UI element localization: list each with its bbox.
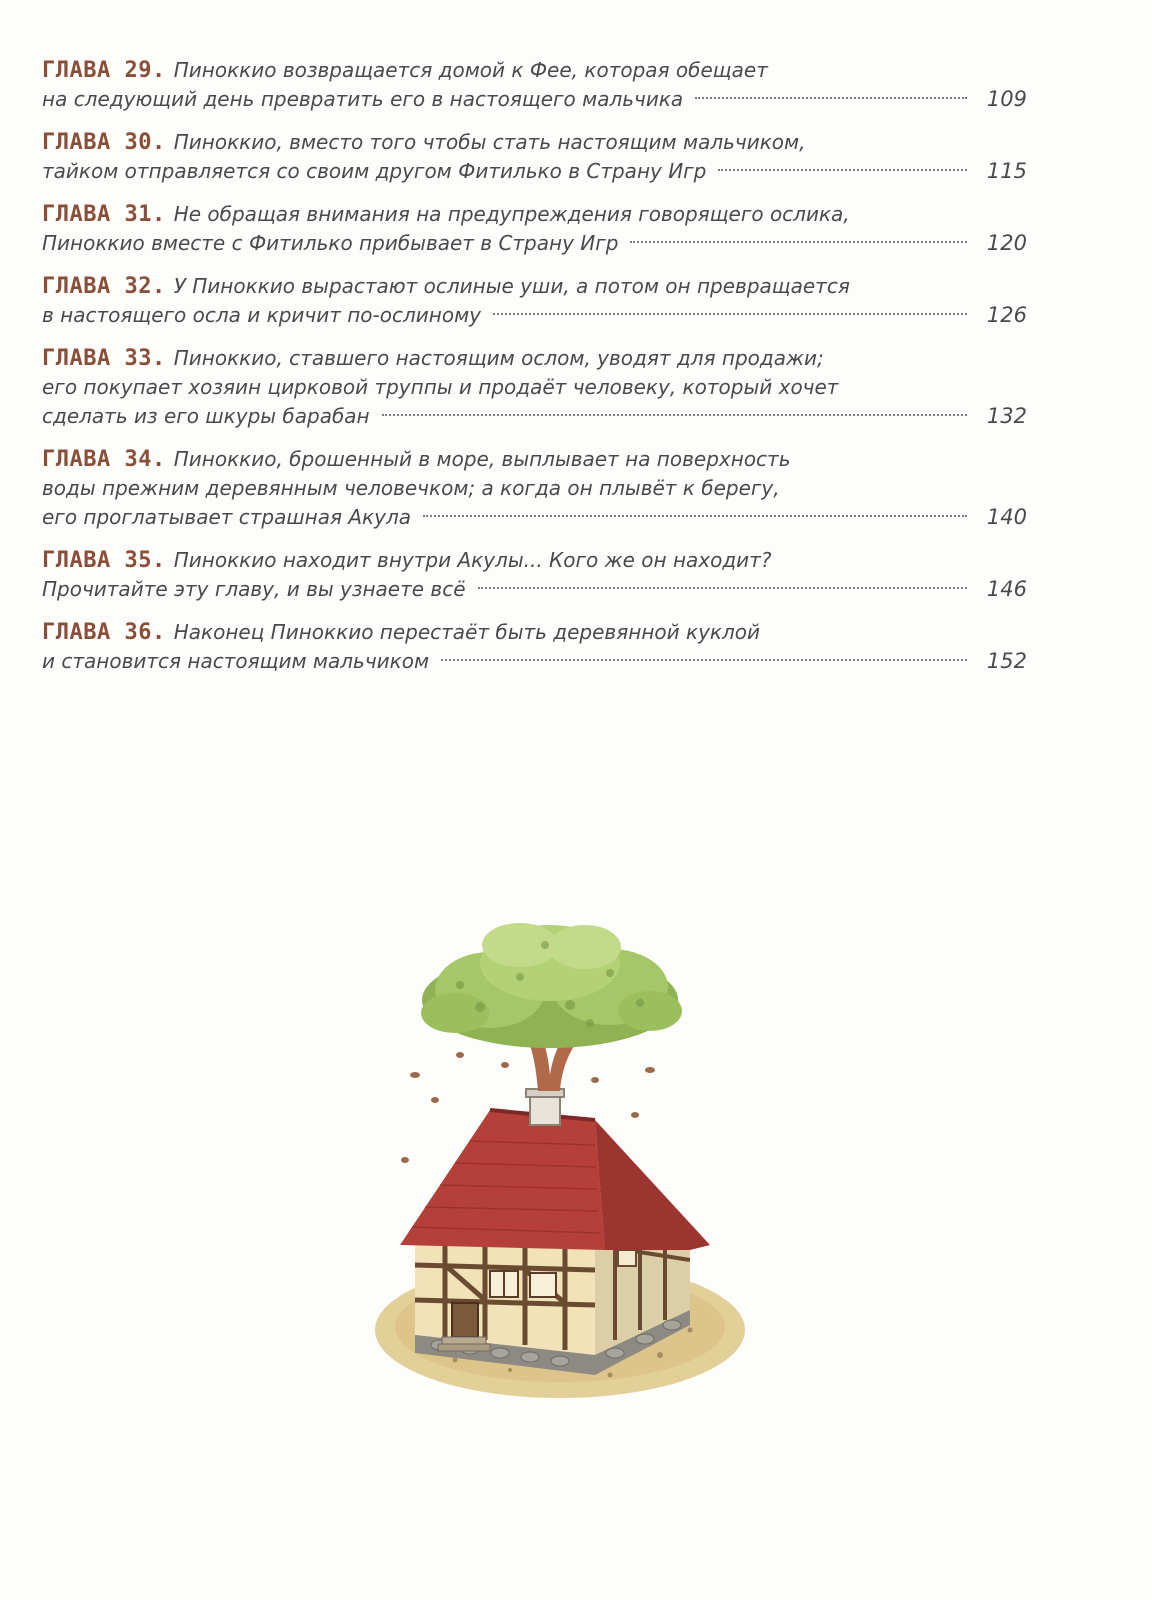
dot-leader [695, 97, 967, 99]
window [530, 1273, 556, 1297]
chapter-label: ГЛАВА 29. [42, 58, 166, 83]
toc-entry-31[interactable] [42, 200, 1027, 258]
toc-entry-30[interactable] [42, 128, 1027, 186]
chapter-title-line: его проглатывает страшная Акула [42, 505, 412, 529]
dot-leader [718, 169, 967, 171]
chapter-label: ГЛАВА 32. [42, 274, 166, 299]
house-roof [400, 1110, 605, 1250]
chapter-title-line: в настоящего осла и кричит по-ослиному [42, 303, 481, 327]
chapter-title-line: Пиноккио возвращается домой к Фее, которая обещает [173, 58, 768, 82]
chapter-title-line: Пиноккио, вместо того чтобы стать настоящим мальчиком, [173, 130, 806, 154]
chapter-title-line: Не обращая внимания на предупреждения говорящего ослика, [173, 202, 850, 226]
chapter-label: ГЛАВА 36. [42, 620, 166, 645]
chapter-title-line: сделать из его шкуры барабан [42, 404, 370, 428]
chapter-title-line: Пиноккио находит внутри Акулы... Кого же он находит? [173, 548, 772, 572]
door [452, 1303, 478, 1337]
chapter-title-line: У Пиноккио вырастают ослиные уши, а потом он превращается [173, 274, 850, 298]
toc-line [42, 647, 1027, 676]
page-number: 132 [986, 404, 1027, 428]
dot-leader [423, 515, 967, 517]
chapter-title-line: Наконец Пиноккио перестаёт быть деревянной куклой [173, 620, 761, 644]
page-number: 140 [986, 505, 1027, 529]
page-number: 146 [986, 577, 1027, 601]
chapter-title-line: Пиноккио вместе с Фитилько прибывает в Страну Игр [42, 231, 619, 255]
page-number: 109 [986, 87, 1027, 111]
toc-line [42, 373, 1027, 402]
toc-line [42, 85, 1027, 114]
chapter-label: ГЛАВА 35. [42, 548, 166, 573]
dot-leader [441, 659, 967, 661]
toc-line [42, 301, 1027, 330]
toc-line [42, 128, 1027, 157]
chapter-title-line: на следующий день превратить его в настоящего мальчика [42, 87, 684, 111]
toc-line [42, 229, 1027, 258]
toc-line [42, 344, 1027, 373]
toc-line [42, 157, 1027, 186]
toc-line [42, 56, 1027, 85]
toc-line [42, 402, 1027, 431]
chapter-label: ГЛАВА 30. [42, 130, 166, 155]
chapter-label: ГЛАВА 34. [42, 447, 166, 472]
toc-entry-32[interactable] [42, 272, 1027, 330]
chapter-label: ГЛАВА 33. [42, 346, 166, 371]
dot-leader [478, 587, 967, 589]
chapter-title-line: его покупает хозяин цирковой труппы и продаёт человеку, который хочет [42, 375, 839, 399]
house-tree-drawing [360, 915, 760, 1405]
dot-leader [382, 414, 967, 416]
chapter-label: ГЛАВА 31. [42, 202, 166, 227]
page-number: 115 [986, 159, 1027, 183]
toc-entry-35[interactable] [42, 546, 1027, 604]
toc-line [42, 546, 1027, 575]
toc-line [42, 200, 1027, 229]
chapter-title-line: Прочитайте эту главу, и вы узнаете всё [42, 577, 466, 601]
page-number: 120 [986, 231, 1027, 255]
toc-entry-29[interactable] [42, 56, 1027, 114]
toc-entry-36[interactable] [42, 618, 1027, 676]
table-of-contents [42, 56, 1027, 676]
chapter-title-line: Пиноккио, брошенный в море, выплывает на поверхность [173, 447, 791, 471]
toc-entry-33[interactable] [42, 344, 1027, 431]
toc-line [42, 445, 1027, 474]
toc-line [42, 575, 1027, 604]
dot-leader [630, 241, 967, 243]
page-number: 152 [986, 649, 1027, 673]
tree-foliage [421, 923, 682, 1048]
toc-line [42, 474, 1027, 503]
chapter-title-line: воды прежним деревянным человечком; а когда он плывёт к берегу, [42, 476, 780, 500]
dot-leader [493, 313, 967, 315]
chapter-title-line: и становится настоящим мальчиком [42, 649, 430, 673]
page-number: 126 [986, 303, 1027, 327]
house-with-tree-illustration [360, 915, 760, 1405]
chapter-title-line: Пиноккио, ставшего настоящим ослом, уводят для продажи; [173, 346, 824, 370]
toc-entry-34[interactable] [42, 445, 1027, 532]
toc-line [42, 618, 1027, 647]
chapter-title-line: тайком отправляется со своим другом Фитилько в Страну Игр [42, 159, 707, 183]
toc-line [42, 272, 1027, 301]
toc-line [42, 503, 1027, 532]
